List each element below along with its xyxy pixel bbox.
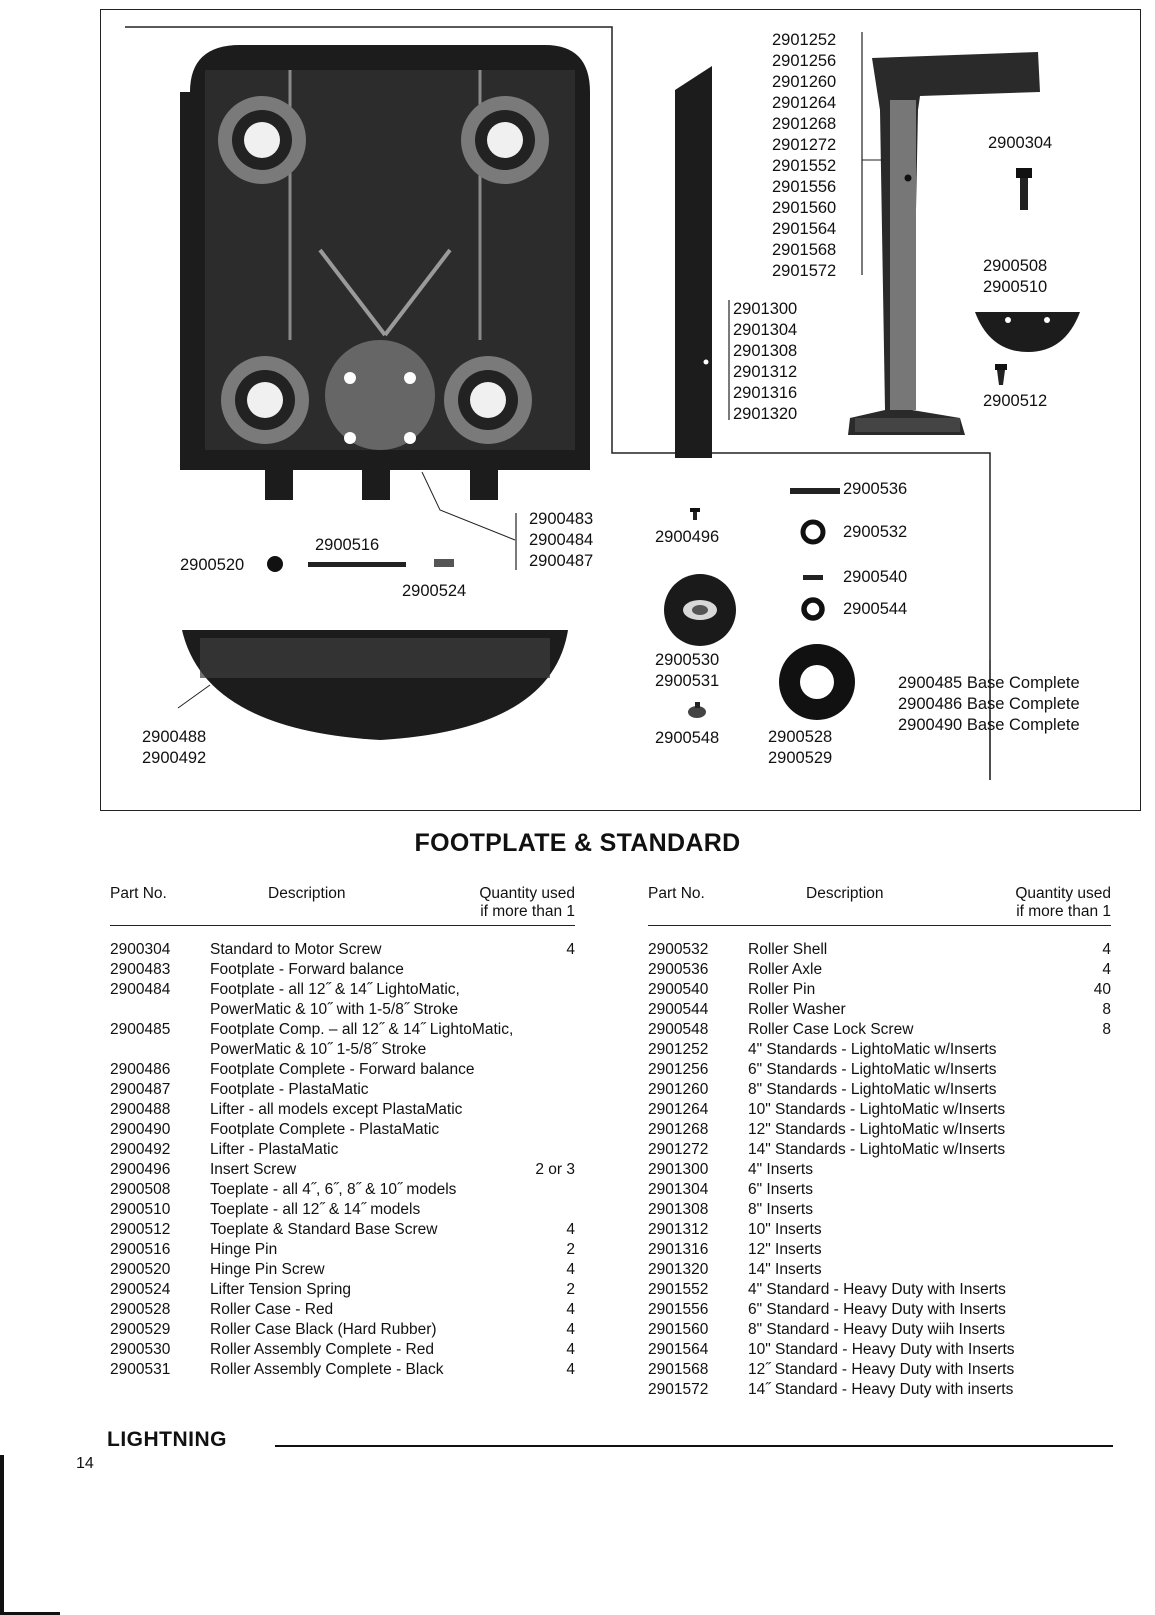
- part-description: 10" Standards - LightoMatic w/Inserts: [748, 1101, 1006, 1118]
- part-description: Roller Assembly Complete - Black: [210, 1361, 444, 1378]
- part-number: 2900544: [648, 1001, 709, 1018]
- table-row: [648, 1260, 1111, 1280]
- part-number-label: 2901300: [733, 300, 798, 318]
- table-row: [648, 1020, 1111, 1040]
- table-row: [648, 1220, 1111, 1240]
- part-number-label: 2901268: [772, 115, 837, 133]
- table-row: [648, 960, 1111, 980]
- table-row: [648, 1360, 1111, 1380]
- part-description: Footplate - Forward balance: [210, 961, 404, 978]
- roller-pin-image: [803, 575, 823, 580]
- part-description: Lifter - all models except PlastaMatic: [210, 1101, 463, 1118]
- part-number: 2900530: [110, 1341, 171, 1358]
- motor-screw-label: 2900304: [988, 134, 1053, 152]
- part-number-label: 2900484: [529, 531, 594, 549]
- footplate-image: [180, 45, 590, 500]
- part-description: Roller Axle: [748, 961, 823, 978]
- table-row: [110, 960, 575, 980]
- insert-screw-image: [690, 508, 700, 520]
- part-number-label: 2901304: [733, 321, 798, 339]
- part-quantity: 4: [566, 941, 575, 958]
- part-description: 8" Standard - Heavy Duty wiih Inserts: [748, 1321, 1006, 1338]
- table-row: [648, 1100, 1111, 1120]
- part-number-label: 2900487: [529, 552, 594, 570]
- part-number: 2900492: [110, 1141, 171, 1158]
- part-number-label: 2900508: [983, 257, 1048, 275]
- hinge-pin-label: 2900516: [315, 536, 380, 554]
- part-quantity: 4: [566, 1341, 575, 1358]
- part-number: 2900486: [110, 1061, 171, 1078]
- table-row: [110, 1180, 575, 1200]
- part-quantity: 40: [1093, 981, 1111, 998]
- table-row: [648, 1180, 1111, 1200]
- part-description: Footplate Complete - PlastaMatic: [210, 1121, 440, 1138]
- part-number: 2900540: [648, 981, 709, 998]
- table-row: [648, 1160, 1111, 1180]
- page-edge-mark: [0, 1455, 4, 1615]
- part-description: Lifter - PlastaMatic: [210, 1141, 339, 1158]
- roller-pin-label: 2900540: [843, 568, 908, 586]
- part-number: 2901264: [648, 1101, 709, 1118]
- part-number-label: 2900483: [529, 510, 594, 528]
- part-description: 14˝ Standard - Heavy Duty with inserts: [748, 1381, 1014, 1398]
- spring-image: [434, 559, 454, 567]
- part-quantity: 2: [566, 1281, 575, 1298]
- part-description: 12" Inserts: [748, 1241, 822, 1258]
- table-row: [110, 1160, 575, 1180]
- brand-logo-text: LIGHTNING: [107, 1428, 227, 1451]
- part-number: 2900532: [648, 941, 709, 958]
- part-number-label: 2900488: [142, 728, 207, 746]
- footplate-leader: [422, 472, 515, 540]
- table-row: [648, 1200, 1111, 1220]
- footer-rule: [275, 1445, 1113, 1447]
- table-row: [110, 1240, 575, 1260]
- roller-axle-image: [790, 488, 840, 494]
- part-number: 2901564: [648, 1341, 709, 1358]
- part-number: 2900529: [110, 1321, 171, 1338]
- toeplate-screw-image: [995, 364, 1007, 385]
- part-description: Footplate - all 12˝ & 14˝ LightoMatic, PowerMatic & 10˝ with 1-5/8˝ Stroke: [210, 981, 460, 1018]
- table-row: [648, 1300, 1111, 1320]
- part-description: Roller Washer: [748, 1001, 846, 1018]
- part-description: 6" Standard - Heavy Duty with Inserts: [748, 1301, 1006, 1318]
- part-description: Footplate Complete - Forward balance: [210, 1061, 475, 1078]
- part-quantity: 4: [566, 1321, 575, 1338]
- table-row: [110, 1060, 575, 1080]
- table-row: [110, 1280, 575, 1300]
- base-complete-labels: [898, 673, 1080, 736]
- header-quantity: Quantity used if more than 1: [1015, 885, 1111, 920]
- part-number-label: 2901556: [772, 178, 837, 196]
- part-number-label: 2901320: [733, 405, 798, 423]
- part-description: Footplate Comp. – all 12˝ & 14˝ LightoMatic, PowerMatic & 10˝ 1-5/8˝ Stroke: [210, 1021, 514, 1058]
- part-description: 8" Standards - LightoMatic w/Inserts: [748, 1081, 997, 1098]
- hinge-pin-image: [308, 562, 406, 567]
- table-row: [110, 1200, 575, 1220]
- part-number-label: 2901564: [772, 220, 837, 238]
- part-description: Roller Case Black (Hard Rubber): [210, 1321, 437, 1338]
- base-complete-label: 2900490 Base Complete: [898, 716, 1080, 734]
- insert-part-numbers: [733, 299, 797, 425]
- parts-table-left: [110, 885, 575, 1380]
- part-number: 2900528: [110, 1301, 171, 1318]
- table-row: [110, 1220, 575, 1240]
- part-description: 10" Inserts: [748, 1221, 822, 1238]
- part-number: 2900490: [110, 1121, 171, 1138]
- part-number-label: 2901312: [733, 363, 798, 381]
- part-quantity: 4: [566, 1301, 575, 1318]
- part-description: 14" Standards - LightoMatic w/Inserts: [748, 1141, 1006, 1158]
- lifter-labels: [142, 727, 206, 769]
- roller-washer-label: 2900544: [843, 600, 908, 618]
- part-quantity: 4: [566, 1221, 575, 1238]
- part-number: 2900510: [110, 1201, 171, 1218]
- roller-shell-label: 2900532: [843, 523, 908, 541]
- part-number: 2900484: [110, 981, 171, 998]
- part-description: Lifter Tension Spring: [210, 1281, 352, 1298]
- part-number: 2900304: [110, 941, 171, 958]
- table-row: [110, 1320, 575, 1340]
- part-number: 2901572: [648, 1381, 709, 1398]
- part-number: 2901300: [648, 1161, 709, 1178]
- table-row: [648, 1340, 1111, 1360]
- part-number: 2900485: [110, 1021, 171, 1038]
- table-row: [648, 1280, 1111, 1300]
- part-number-label: 2901308: [733, 342, 798, 360]
- part-description: 12" Standards - LightoMatic w/Inserts: [748, 1121, 1006, 1138]
- part-number-label: 2901252: [772, 31, 837, 49]
- part-description: 8" Inserts: [748, 1201, 813, 1218]
- part-description: 6" Inserts: [748, 1181, 813, 1198]
- page-title: FOOTPLATE & STANDARD: [414, 829, 741, 857]
- part-description: Roller Pin: [748, 981, 816, 998]
- part-number: 2900520: [110, 1261, 171, 1278]
- toeplate-labels: [983, 256, 1047, 298]
- part-description: 14" Inserts: [748, 1261, 822, 1278]
- table-row: [648, 1320, 1111, 1340]
- part-description: Roller Case Lock Screw: [748, 1021, 914, 1038]
- table-header: [648, 885, 1111, 926]
- part-number-label: 2901568: [772, 241, 837, 259]
- table-row: [648, 1080, 1111, 1100]
- table-row: [110, 1260, 575, 1280]
- roller-case-screw-label: 2900548: [655, 729, 720, 747]
- part-number: 2901304: [648, 1181, 709, 1198]
- part-number-label: 2900510: [983, 278, 1048, 296]
- toeplate-screw-label: 2900512: [983, 392, 1048, 410]
- part-description: Toeplate - all 4˝, 6˝, 8˝ & 10˝ models: [210, 1181, 457, 1198]
- table-row: [110, 1360, 575, 1380]
- part-number: 2901312: [648, 1221, 709, 1238]
- part-number: 2901568: [648, 1361, 709, 1378]
- part-number: 2900536: [648, 961, 709, 978]
- header-part-no: Part No.: [648, 885, 705, 902]
- part-quantity: 2: [566, 1241, 575, 1258]
- part-description: Toeplate & Standard Base Screw: [210, 1221, 438, 1238]
- table-body-left: [110, 940, 575, 1380]
- table-row: [110, 940, 575, 960]
- part-number-label: 2901264: [772, 94, 837, 112]
- part-description: 6" Standards - LightoMatic w/Inserts: [748, 1061, 997, 1078]
- part-number: 2901260: [648, 1081, 709, 1098]
- roller-case-labels: [768, 727, 832, 769]
- part-description: Roller Shell: [748, 941, 828, 958]
- part-number-label: 2900528: [768, 728, 833, 746]
- table-row: [110, 1120, 575, 1140]
- part-description: Standard to Motor Screw: [210, 941, 382, 958]
- part-description: Roller Case - Red: [210, 1301, 334, 1318]
- part-number: 2901316: [648, 1241, 709, 1258]
- part-quantity: 4: [566, 1361, 575, 1378]
- table-row: [648, 980, 1111, 1000]
- part-number: 2900531: [110, 1361, 171, 1378]
- part-quantity: 8: [1102, 1021, 1111, 1038]
- part-number: 2900483: [110, 961, 171, 978]
- part-description: 12˝ Standard - Heavy Duty with Inserts: [748, 1361, 1015, 1378]
- roller-shell-image: [803, 522, 823, 542]
- part-description: Hinge Pin Screw: [210, 1261, 325, 1278]
- part-number-label: 2901260: [772, 73, 837, 91]
- toeplate-image: [975, 312, 1080, 352]
- part-description: 4" Inserts: [748, 1161, 813, 1178]
- roller-axle-label: 2900536: [843, 480, 908, 498]
- part-number: 2901268: [648, 1121, 709, 1138]
- part-number-label: 2900492: [142, 749, 207, 767]
- part-number: 2900488: [110, 1101, 171, 1118]
- part-number: 2901272: [648, 1141, 709, 1158]
- insert-screw-label: 2900496: [655, 528, 720, 546]
- standard-part-numbers: [772, 30, 836, 282]
- table-row: [110, 1300, 575, 1320]
- part-number: 2900496: [110, 1161, 171, 1178]
- part-description: Toeplate - all 12˝ & 14˝ models: [210, 1201, 421, 1218]
- part-description: Insert Screw: [210, 1161, 297, 1178]
- part-number: 2901252: [648, 1041, 709, 1058]
- table-row: [648, 1140, 1111, 1160]
- roller-case-screw-image: [688, 702, 706, 718]
- hinge-screw-label: 2900520: [180, 556, 245, 574]
- part-number-label: 2901316: [733, 384, 798, 402]
- table-row: [110, 1100, 575, 1120]
- part-number-label: 2900531: [655, 672, 720, 690]
- part-number: 2901556: [648, 1301, 709, 1318]
- roller-washer-image: [804, 600, 822, 618]
- part-number: 2900512: [110, 1221, 171, 1238]
- part-quantity: 4: [1102, 961, 1111, 978]
- table-header: [110, 885, 575, 926]
- header-description: Description: [268, 885, 346, 902]
- header-part-no: Part No.: [110, 885, 167, 902]
- table-row: [648, 1040, 1111, 1060]
- lifter-leader: [178, 685, 210, 708]
- part-number: 2900508: [110, 1181, 171, 1198]
- parts-table-right: [648, 885, 1111, 1400]
- part-description: 4" Standard - Heavy Duty with Inserts: [748, 1281, 1006, 1298]
- part-number-label: 2900530: [655, 651, 720, 669]
- part-number: 2900516: [110, 1241, 171, 1258]
- part-number-label: 2901572: [772, 262, 837, 280]
- part-description: Roller Assembly Complete - Red: [210, 1341, 434, 1358]
- table-row: [110, 1080, 575, 1100]
- standard-image: [848, 52, 1040, 435]
- part-quantity: 8: [1102, 1001, 1111, 1018]
- roller-case-image: [779, 644, 855, 720]
- table-row: [648, 1240, 1111, 1260]
- part-description: 10" Standard - Heavy Duty with Inserts: [748, 1341, 1015, 1358]
- part-number: 2901308: [648, 1201, 709, 1218]
- part-number: 2901256: [648, 1061, 709, 1078]
- table-body-right: [648, 940, 1111, 1400]
- part-number: 2901560: [648, 1321, 709, 1338]
- part-number-label: 2901552: [772, 157, 837, 175]
- table-row: [110, 980, 575, 1020]
- part-description: 4" Standards - LightoMatic w/Inserts: [748, 1041, 997, 1058]
- footplate-labels: [529, 509, 593, 572]
- base-complete-label: 2900485 Base Complete: [898, 674, 1080, 692]
- part-number-label: 2901256: [772, 52, 837, 70]
- motor-screw-image: [1016, 168, 1032, 210]
- table-row: [648, 1000, 1111, 1020]
- table-row: [110, 1340, 575, 1360]
- part-number-label: 2901560: [772, 199, 837, 217]
- header-description: Description: [806, 885, 884, 902]
- part-description: Hinge Pin: [210, 1241, 278, 1258]
- part-description: Footplate - PlastaMatic: [210, 1081, 369, 1098]
- insert-bar-image: [675, 66, 712, 458]
- spring-label: 2900524: [402, 582, 467, 600]
- part-number: 2900548: [648, 1021, 709, 1038]
- part-number: 2901320: [648, 1261, 709, 1278]
- table-row: [110, 1140, 575, 1160]
- part-number-label: 2901272: [772, 136, 837, 154]
- part-number: 2901552: [648, 1281, 709, 1298]
- part-number: 2900524: [110, 1281, 171, 1298]
- table-row: [648, 1060, 1111, 1080]
- part-quantity: 2 or 3: [535, 1161, 575, 1178]
- page-number: 14: [76, 1455, 94, 1472]
- base-complete-label: 2900486 Base Complete: [898, 695, 1080, 713]
- roller-assembly-labels: [655, 650, 719, 692]
- part-quantity: 4: [566, 1261, 575, 1278]
- part-number-label: 2900529: [768, 749, 833, 767]
- table-row: [648, 1380, 1111, 1400]
- roller-assembly-image: [664, 574, 736, 646]
- table-row: [648, 940, 1111, 960]
- part-number: 2900487: [110, 1081, 171, 1098]
- table-row: [648, 1120, 1111, 1140]
- table-row: [110, 1020, 575, 1060]
- part-quantity: 4: [1102, 941, 1111, 958]
- header-quantity: Quantity used if more than 1: [479, 885, 575, 920]
